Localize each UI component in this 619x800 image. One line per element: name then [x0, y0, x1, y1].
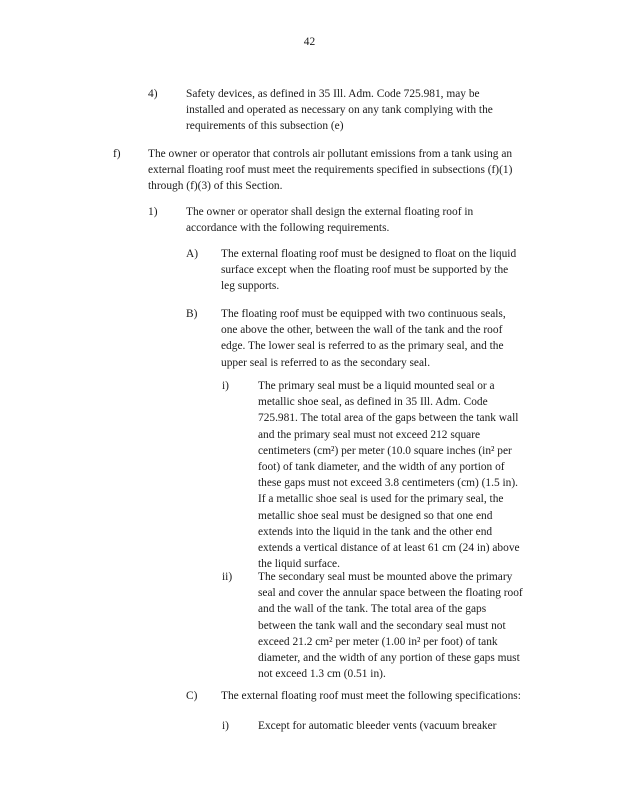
text-line: one above the other, between the wall of the tank and the roof	[221, 324, 503, 337]
item-label-Bi: i)	[222, 380, 229, 392]
text-line: between the tank wall and the secondary seal must not	[258, 619, 506, 632]
text-line: The primary seal must be a liquid mounted seal or a	[258, 380, 495, 392]
text-line: not exceed 1.3 cm (0.51 in).	[258, 668, 386, 681]
text-line: The external floating roof must meet the following specifications:	[221, 690, 521, 702]
text-line: these gaps must not exceed 3.8 centimeters (cm) (1.5 in).	[258, 477, 519, 490]
text-line: Safety devices, as defined in 35 Ill. Adm. Code 725.981, may be	[186, 88, 480, 100]
text-line: Except for automatic bleeder vents (vacuum breaker	[258, 720, 497, 732]
text-line: edge. The lower seal is referred to as the primary seal, and the	[221, 340, 504, 353]
text-line: external floating roof must meet the requirements specified in subsections (f)(1)	[148, 164, 513, 177]
page-number: 42	[303, 36, 316, 48]
text-line: accordance with the following requirements.	[186, 222, 390, 235]
item-text-C	[221, 688, 611, 704]
text-line: metallic shoe seal must be designed so that one end	[258, 509, 493, 522]
item-label-f: f)	[113, 148, 121, 160]
text-line: foot) of tank diameter, and the width of any portion of	[258, 461, 505, 474]
item-label-4: 4)	[148, 88, 158, 100]
text-line: The external floating roof must be designed to float on the liquid	[221, 248, 517, 260]
text-line: requirements of this subsection (e)	[186, 120, 344, 133]
text-line: The owner or operator that controls air pollutant emissions from a tank using an	[148, 148, 513, 160]
text-line: metallic shoe seal, as defined in 35 Ill. Adm. Code	[258, 396, 488, 409]
item-text-Bii	[258, 569, 603, 682]
item-label-f1: 1)	[148, 206, 158, 218]
text-line: leg supports.	[221, 280, 280, 293]
text-line: The owner or operator shall design the external floating roof in	[186, 206, 474, 218]
text-line: exceed 21.2 cm² per meter (1.00 in² per foot) of tank	[258, 635, 498, 648]
text-line: extends a vertical distance of at least 61 cm (24 in) above	[258, 542, 520, 555]
text-line: 725.981. The total area of the gaps between the tank wall	[258, 412, 519, 425]
item-text-f1	[186, 204, 606, 236]
text-line: centimeters (cm²) per meter (10.0 square inches (in² per	[258, 444, 512, 457]
text-line: through (f)(3) of this Section.	[148, 180, 283, 193]
text-line: and the wall of the tank. The total area of the gaps	[258, 603, 487, 616]
text-line: installed and operated as necessary on any tank complying with the	[186, 104, 493, 117]
item-text-Ci	[258, 718, 603, 734]
item-text-4	[186, 86, 606, 135]
item-label-C: C)	[186, 690, 198, 702]
item-label-A: A)	[186, 248, 199, 260]
text-line: seal and cover the annular space between the floating roof	[258, 587, 523, 600]
text-line: surface except when the floating roof must be supported by the	[221, 264, 509, 277]
text-line: The secondary seal must be mounted above the primary	[258, 571, 513, 583]
text-line: and the primary seal must not exceed 212 square	[258, 428, 481, 441]
item-text-f	[148, 146, 608, 195]
text-line: If a metallic shoe seal is used for the primary seal, the	[258, 493, 504, 506]
text-line: The floating roof must be equipped with two continuous seals,	[221, 308, 506, 320]
item-text-B	[221, 306, 601, 371]
item-label-Bii: ii)	[222, 571, 233, 583]
text-line: diameter, and the width of any portion of these gaps must	[258, 652, 520, 665]
item-label-B: B)	[186, 308, 198, 320]
item-text-A	[221, 246, 601, 295]
text-line: extends into the liquid in the tank and the other end	[258, 525, 493, 538]
text-line: upper seal is referred to as the secondary seal.	[221, 356, 431, 369]
item-text-Bi	[258, 378, 603, 572]
item-label-Ci: i)	[222, 720, 229, 732]
text-line: the liquid surface.	[258, 558, 340, 571]
